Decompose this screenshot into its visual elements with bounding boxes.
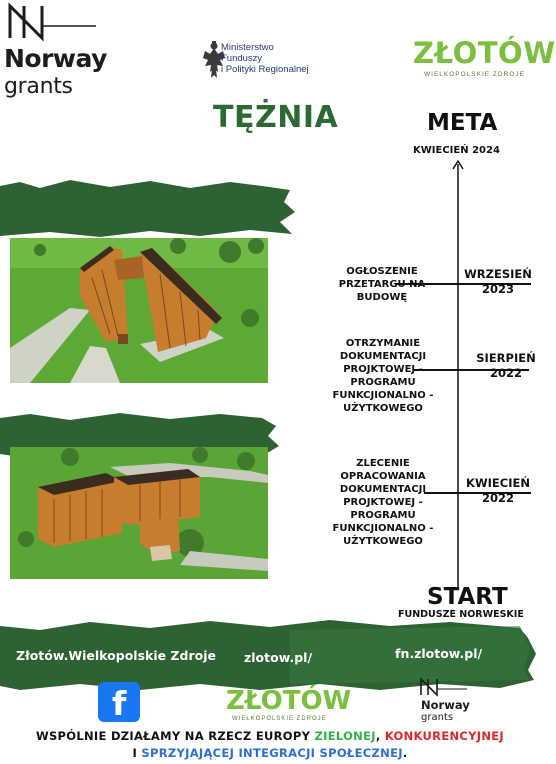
stage-date-year: 2022 xyxy=(489,366,522,380)
norway-grants-title-footer: Norway xyxy=(421,698,470,712)
timeline-axis xyxy=(452,160,464,590)
slogan-line-1 xyxy=(0,729,540,743)
stage-date-year: 2023 xyxy=(481,282,514,296)
zlotow-logo-word-footer: ZŁOTÓW xyxy=(226,686,352,716)
graduation-tower-render-2 xyxy=(10,447,268,579)
ministry-line-3: i Polityki Regionalnej xyxy=(221,64,309,75)
timeline-start-label: START xyxy=(427,584,508,610)
stage-text-line: UŻYTKOWEGO xyxy=(343,403,423,414)
slogan-text: WSPÓLNIE DZIAŁAMY NA RZECZ EUROPY xyxy=(35,729,315,743)
stage-date-month: WRZESIEŃ xyxy=(464,267,532,281)
timeline-stage-2-date xyxy=(466,351,546,381)
brush-stroke-1 xyxy=(0,178,296,238)
ministry-name xyxy=(221,42,309,75)
timeline-stage-3-date xyxy=(458,476,538,506)
timeline-start-subtitle: FUNDUSZE NORWESKIE xyxy=(398,609,524,620)
stage-text-line: DOKUMENTACJI xyxy=(339,484,427,495)
zlotow-logo-subtitle-footer: WIELKOPOLSKIE ZDROJE xyxy=(232,716,327,722)
norway-grants-subtitle: grants xyxy=(4,74,73,99)
timeline-stage-1-date xyxy=(458,267,538,297)
slogan-line-2 xyxy=(0,746,540,760)
stage-date-month: KWIECIEŃ xyxy=(466,476,530,490)
zlotow-logo-subtitle: WIELKOPOLSKIE ZDROJE xyxy=(424,71,525,78)
zlotow-logo-word: ZŁOTÓW xyxy=(413,36,556,70)
ministry-line-1: Ministerstwo xyxy=(221,42,274,53)
norway-grants-subtitle-footer: grants xyxy=(421,712,454,723)
slogan-red-word: KONKURENCYJNEJ xyxy=(384,729,505,743)
timeline-meta-date: KWIECIEŃ 2024 xyxy=(413,145,500,156)
stage-text-line: PROJKTOWEJ - xyxy=(343,497,423,508)
footer-link-zlotow-pl[interactable]: zlotow.pl/ xyxy=(244,650,313,665)
slogan-green-word: ZIELONEJ xyxy=(314,729,376,743)
stage-text-line: OPRACOWANIA xyxy=(340,471,426,482)
stage-text-line: OGŁOSZENIE xyxy=(346,266,418,277)
facebook-glyph: f xyxy=(112,684,127,723)
stage-text-line: PRZETARGU NA xyxy=(338,279,426,290)
slogan-blue-words: SPRZYJAJĄCEJ INTEGRACJI SPOŁECZNEJ xyxy=(141,746,403,760)
stage-text-line: UŻYTKOWEGO xyxy=(343,536,423,547)
stage-text-line: DOKUMENTACJI xyxy=(339,351,427,362)
norway-grants-title: Norway xyxy=(4,44,107,73)
stage-text-line: PROGRAMU xyxy=(350,377,416,388)
stage-text-line: PROJKTOWEJ - xyxy=(343,364,423,375)
stage-date-month: SIERPIEŃ xyxy=(476,351,536,365)
timeline-stage-3-text xyxy=(318,457,448,548)
stage-text-line: PROGRAMU xyxy=(350,510,416,521)
stage-text-line: FUNKCJIONALNO - xyxy=(332,523,434,534)
ministry-line-2: Funduszy xyxy=(221,53,263,64)
stage-date-year: 2022 xyxy=(481,491,514,505)
stage-text-line: OTRZYMANIE xyxy=(345,338,421,349)
norway-grants-logo-icon xyxy=(8,4,98,40)
timeline-meta-label: META xyxy=(427,110,498,136)
slogan-separator: , xyxy=(375,729,385,743)
slogan-text: I xyxy=(132,746,142,760)
timeline-stage-1-text xyxy=(322,265,442,304)
graduation-tower-render-1 xyxy=(10,238,268,383)
timeline-stage-2-text xyxy=(318,337,448,415)
slogan-end: . xyxy=(402,746,408,760)
norway-grants-logo-icon xyxy=(420,678,468,696)
stage-text-line: BUDOWĘ xyxy=(356,292,408,303)
footer-link-fn-zlotow[interactable]: fn.zlotow.pl/ xyxy=(395,646,483,661)
stage-text-line: FUNKCJIONALNO - xyxy=(332,390,434,401)
facebook-icon[interactable] xyxy=(98,682,140,722)
footer-link-zlotow-wz[interactable]: Złotów.Wielkopolskie Zdroje xyxy=(16,648,216,663)
page-title: TĘŻNIA xyxy=(213,100,339,135)
stage-text-line: ZLECENIE xyxy=(356,458,410,469)
